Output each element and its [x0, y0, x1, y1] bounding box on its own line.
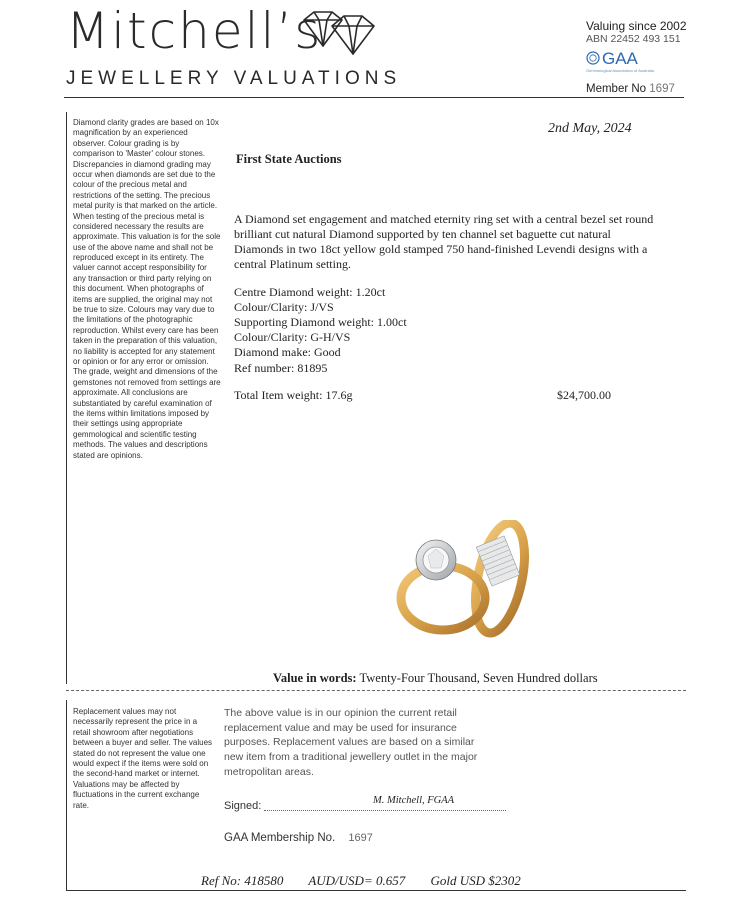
- exchange-rate: AUD/USD= 0.657: [308, 873, 406, 888]
- valuation-price: $24,700.00: [557, 388, 611, 402]
- signature-line: [264, 810, 506, 811]
- value-words-label: Value in words:: [273, 671, 357, 685]
- detail-line: Supporting Diamond weight: 1.00ct: [234, 315, 407, 330]
- header-divider: [64, 97, 684, 98]
- detail-line: Colour/Clarity: G-H/VS: [234, 330, 351, 345]
- ring-set-photo: [388, 520, 538, 640]
- item-description: A Diamond set engagement and matched eternity ring set with a central bezel set round brilliant cut natural Diamond supported by ten channel set baguette cut natural Diamonds in two 18ct yellow gold stamped 750 hand-finished Levendi designs with a central Platinum setting.: [234, 212, 654, 271]
- valuation-date: 2nd May, 2024: [548, 121, 632, 136]
- detail-line: Ref number: 81895: [234, 360, 328, 375]
- value-words-text: Twenty-Four Thousand, Seven Hundred dollars: [359, 671, 598, 685]
- brand-title: Mitchell’s: [66, 2, 323, 60]
- valuing-since: Valuing since 2002: [586, 19, 687, 33]
- member-value: 1697: [649, 83, 675, 95]
- replacement-value-note: The above value is in our opinion the current retail replacement value and may be used for insurance purposes. Replacement values are based on a similar new item from a traditional jewellery outlet in the major metropolitan areas.: [224, 707, 478, 778]
- total-item-weight: Total Item weight: 17.6g: [234, 388, 353, 402]
- detail-line: Colour/Clarity: J/VS: [234, 300, 334, 315]
- gold-price: Gold USD $2302: [430, 873, 521, 888]
- signer-name: M. Mitchell, FGAA: [373, 795, 455, 806]
- sidebar-rule-top: [66, 112, 67, 684]
- member-label: Member No: [586, 83, 647, 95]
- client-name: First State Auctions: [236, 152, 342, 166]
- gaa-tagline: Gemmological Association of Australia: [586, 68, 654, 73]
- diamond-logo-icon: [300, 10, 380, 58]
- gaa-membership-number: 1697: [348, 832, 373, 844]
- value-in-words: [273, 671, 598, 686]
- sidebar-rule-bottom: [66, 700, 67, 890]
- replacement-disclaimer-text: Replacement values may not necessarily represent the price in a retail showroom after negotiations between a buyer and seller. The values stated do not represent the value one would expect if the items were sold on the second-hand market or internet. Valuations may be affected by fluctuations in the current exchange rate.: [73, 707, 213, 810]
- gaa-membership-label: GAA Membership No.: [224, 832, 336, 844]
- dashed-divider: [66, 690, 686, 691]
- footer-divider: [66, 890, 686, 891]
- gaa-logo-text: GAA: [602, 49, 638, 68]
- abn-number: ABN 22452 493 151: [586, 33, 681, 45]
- detail-line: Centre Diamond weight: 1.20ct: [234, 285, 386, 299]
- gaa-membership: [224, 832, 373, 844]
- disclaimer-text: Diamond clarity grades are based on 10x magnification by an experienced observer. Colour grading is by comparison to 'Master' colour stones. Discrepancies in diamond grading may occur when diamonds are set due to the colour of the precious metal and restrictions of the setting. The precious metal purity is that marked on the article. When testing of the precious metal is considered necessary the results are approximate. This valuation is for the sole use of the above name and shall not be reproduced except in its entirety. The valuer cannot accept responsibility for any transaction or third party relying on this document. When photographs of items are supplied, the original may not be true to size. Colours may vary due to the limitations of the photographic reproduction. Whilst every care has been taken in the preparation of this valuation, no liability is accepted for any statement or opinion or for any error or omission. The grade, weight and dimensions of the gemstones not removed from settings are approximate. All conclusions are substantiated by careful examination of the items within limitations imposed by their settings using appropriate gemmological and scientific testing methods. The values and descriptions stated are opinions.: [73, 118, 221, 460]
- signed-label: Signed:: [224, 800, 262, 812]
- item-details: [234, 285, 407, 376]
- detail-line: Diamond make: Good: [234, 345, 341, 360]
- footer-info: [201, 873, 543, 889]
- ref-number: Ref No: 418580: [201, 873, 284, 888]
- brand-subtitle: JEWELLERY VALUATIONS: [66, 68, 402, 89]
- member-number: [586, 83, 675, 95]
- gaa-seal-icon: [586, 51, 600, 65]
